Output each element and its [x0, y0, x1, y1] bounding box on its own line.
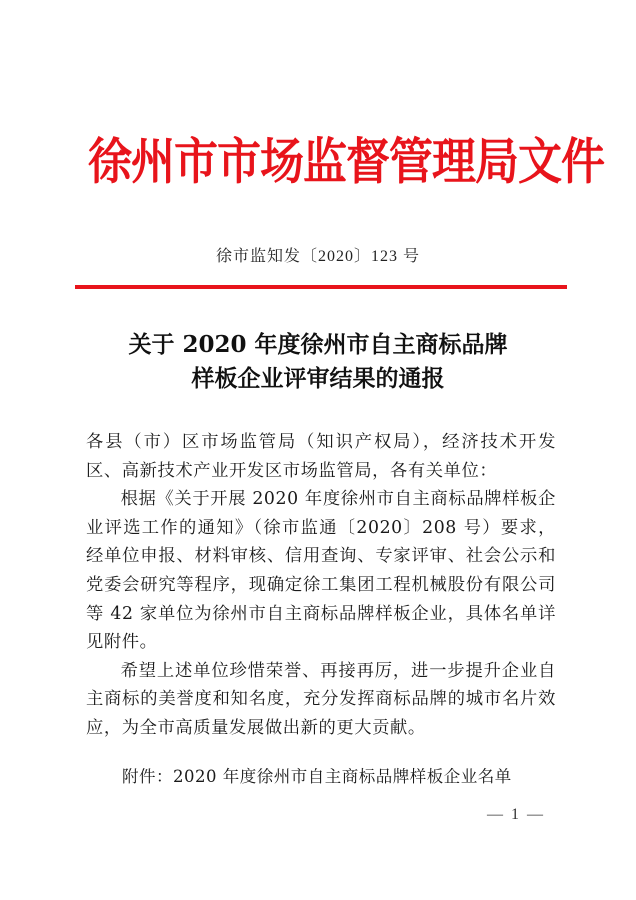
body-paragraph-encouragement: 希望上述单位珍惜荣誉、再接再厉，进一步提升企业自主商标的美誉度和知名度，充分发挥商标品牌的城市名片效应，为全市高质量发展做出新的更大贡献。	[86, 660, 556, 738]
document-header-title: 徐州市市场监督管理局文件	[88, 133, 604, 191]
notice-title	[0, 328, 636, 396]
notice-body	[86, 428, 556, 743]
document-number: 徐市监知发〔2020〕123 号	[215, 248, 420, 265]
page-number: — 1 —	[487, 806, 545, 823]
salutation-paragraph: 各县（市）区市场监管局（知识产权局），经济技术开发区、高新技术产业开发区市场监管局，各有关单位：	[86, 432, 556, 481]
red-divider-rule	[75, 285, 567, 289]
body-paragraph-decision: 根据《关于开展 2020 年度徐州市自主商标品牌样板企业评选工作的通知》（徐市监通〔2020〕208 号）要求，经单位申报、材料审核、信用查询、专家评审、社会公示和党委会研究等程序，现确定徐工集团工程机械股份有限公司等 42 家单位为徐州市自主商标品牌样板企业，具体名单详见附件。	[86, 489, 556, 653]
notice-title-line-1: 关于 2020 年度徐州市自主商标品牌	[128, 331, 508, 358]
attachment-line: 附件：2020 年度徐州市自主商标品牌样板企业名单	[122, 767, 512, 786]
notice-title-line-2: 样板企业评审结果的通报	[191, 365, 445, 392]
